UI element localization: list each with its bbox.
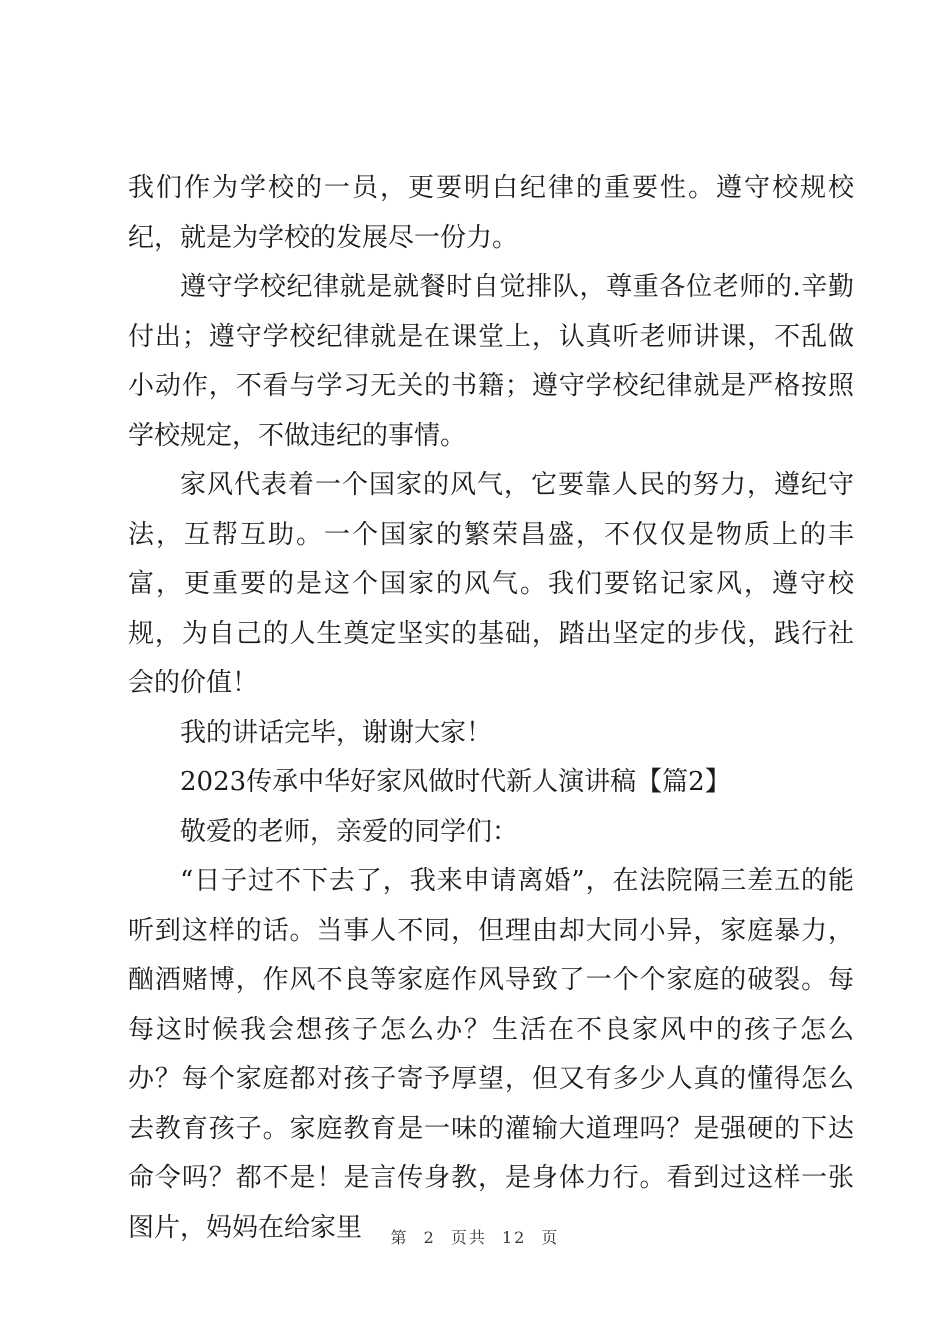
paragraph-3: 家风代表着一个国家的风气，它要靠人民的努力，遵纪守法，互帮互助。一个国家的繁荣昌盛，不仅仅是物质上的丰富，更重要的是这个国家的风气。我们要铭记家风，遵守校规，为自己的人生奠定坚实的基础，踏出坚定的步伐，践行社会的价值！ — [128, 470, 854, 698]
section-heading: 2023传承中华好家风做时代新人演讲稿【篇2】 — [180, 767, 731, 797]
paragraph-4: 我的讲话完毕，谢谢大家！ — [180, 717, 493, 748]
salutation: 敬爱的老师，亲爱的同学们： — [180, 816, 519, 847]
paragraph-2: 遵守学校纪律就是就餐时自觉排队，尊重各位老师的.辛勤付出；遵守学校纪律就是在课堂上，认真听老师讲课，不乱做小动作，不看与学习无关的书籍；遵守学校纪律就是严格按照学校规定，不做违纪的事情。 — [128, 272, 854, 451]
paragraph-7: “日子过不下去了，我来申请离婚”，在法院隔三差五的能听到这样的话。当事人不同，但理由却大同小异，家庭暴力，酗酒赌博，作风不良等家庭作风导致了一个个家庭的破裂。每每这时候我会想孩子怎么办？生活在不良家风中的孩子怎么办？每个家庭都对孩子寄予厚望，但又有多少人真的懂得怎么去教育孩子。家庭教育是一味的灌输大道理吗？是强硬的下达命令吗？都不是！是言传身教，是身体力行。看到过这样一张图片，妈妈在给家里 — [128, 866, 854, 1243]
page-number-footer: 第 2 页共 12 页 — [390, 1228, 560, 1247]
document-body — [128, 164, 854, 1253]
paragraph-1: 我们作为学校的一员，更要明白纪律的重要性。遵守校规校纪，就是为学校的发展尽一份力。 — [128, 173, 854, 253]
